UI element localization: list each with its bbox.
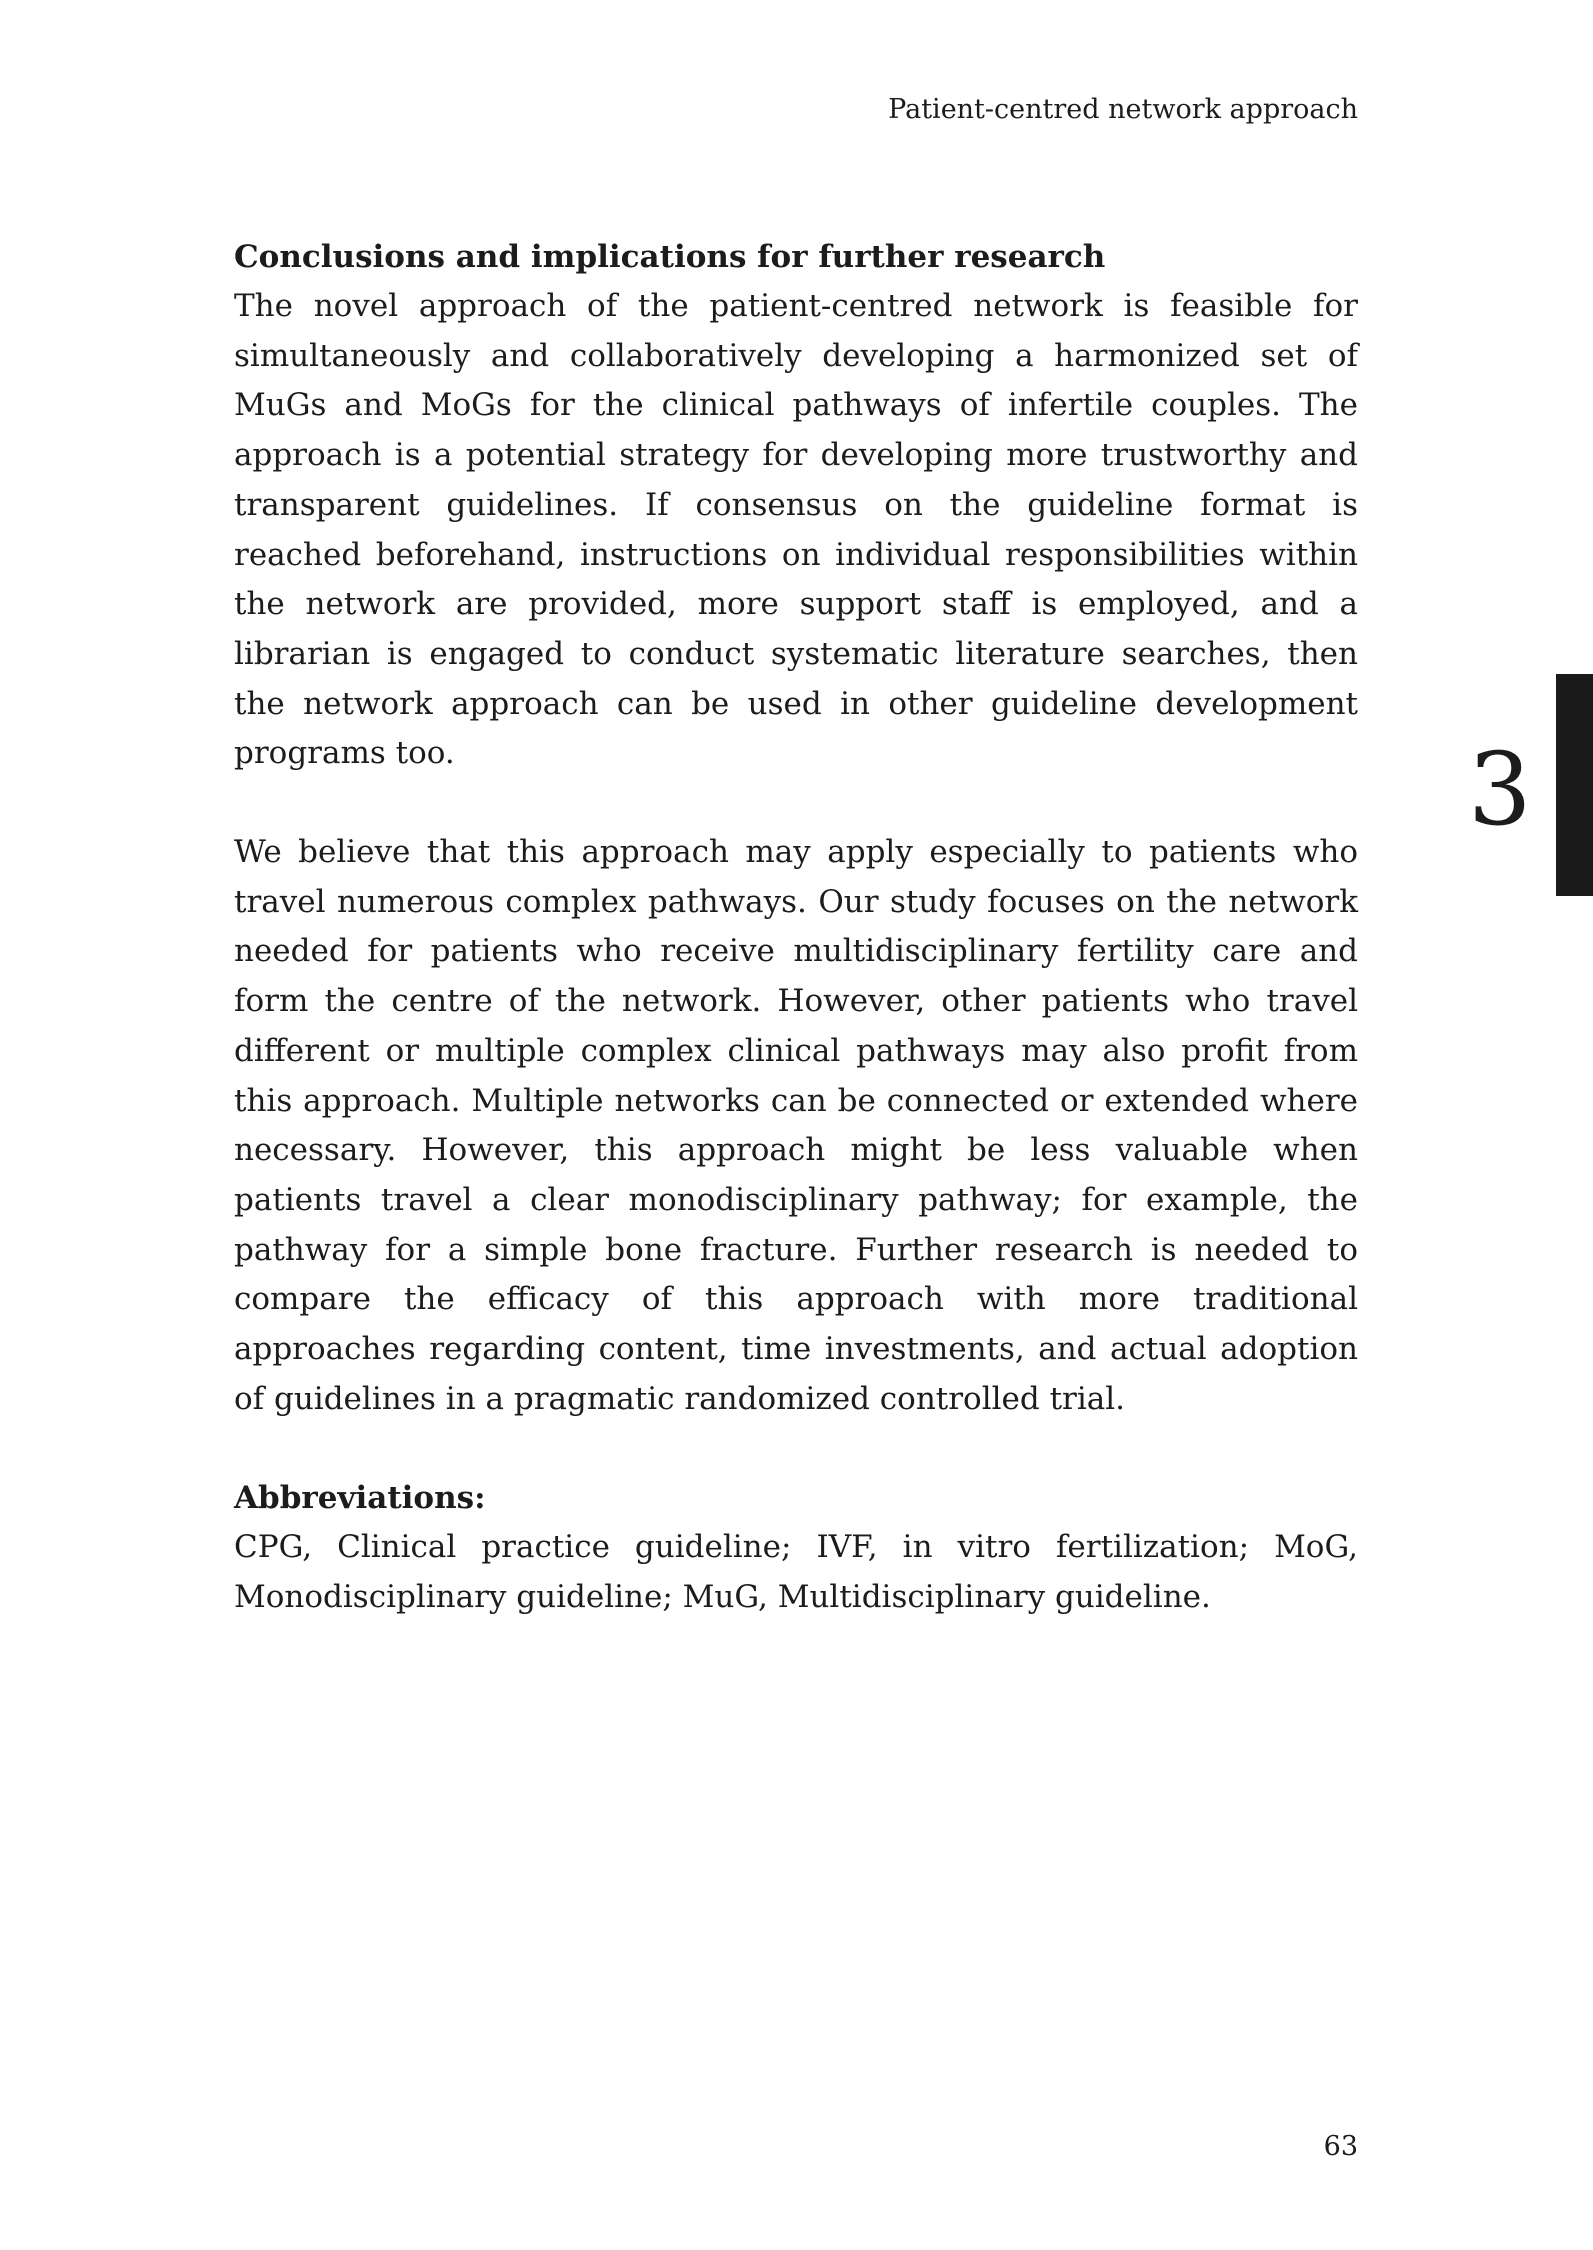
paragraph-spacer xyxy=(234,1424,1358,1473)
paragraph-conclusions-1: The novel approach of the patient-centred network is feasible for simultaneously and collaboratively developing a harmonized set of MuGs and MoGs for the clinical pathways of infertile couples. The approach is a potential strategy for developing more trustworthy and transparent guidelines. If consensus on the guideline format is reached beforehand, instructions on individual responsibilities within the network are provided, more support staff is employed, and a librarian is engaged to conduct systematic literature searches, then the network approach can be used in other guideline development programs too. xyxy=(234,288,1358,772)
page-number: 63 xyxy=(1323,2131,1358,2162)
chapter-number: 3 xyxy=(1468,731,1532,848)
paragraph-spacer xyxy=(234,779,1358,828)
abbreviations-text: CPG, Clinical practice guideline; IVF, in vitro fertilization; MoG, Monodisciplinary guideline; MuG, Multidisciplinary guideline. xyxy=(234,1529,1358,1616)
section-heading-abbreviations: Abbreviations: xyxy=(234,1480,486,1517)
chapter-tab-marker xyxy=(1556,674,1593,896)
paragraph-conclusions-2: We believe that this approach may apply especially to patients who travel numerous complex pathways. Our study focuses on the network needed for patients who receive multidisciplinary fertility care and form the centre of the network. However, other patients who travel different or multiple complex clinical pathways may also profit from this approach. Multiple networks can be connected or extended where necessary. However, this approach might be less valuable when patients travel a clear monodisciplinary pathway; for example, the pathway for a simple bone fracture. Further research is needed to compare the efficacy of this approach with more traditional approaches regarding content, time investments, and actual adoption of guidelines in a pragmatic randomized controlled trial. xyxy=(234,834,1358,1417)
running-header: Patient-centred network approach xyxy=(888,94,1358,125)
main-content xyxy=(234,232,1358,1623)
section-heading-conclusions: Conclusions and implications for further research xyxy=(234,239,1106,275)
